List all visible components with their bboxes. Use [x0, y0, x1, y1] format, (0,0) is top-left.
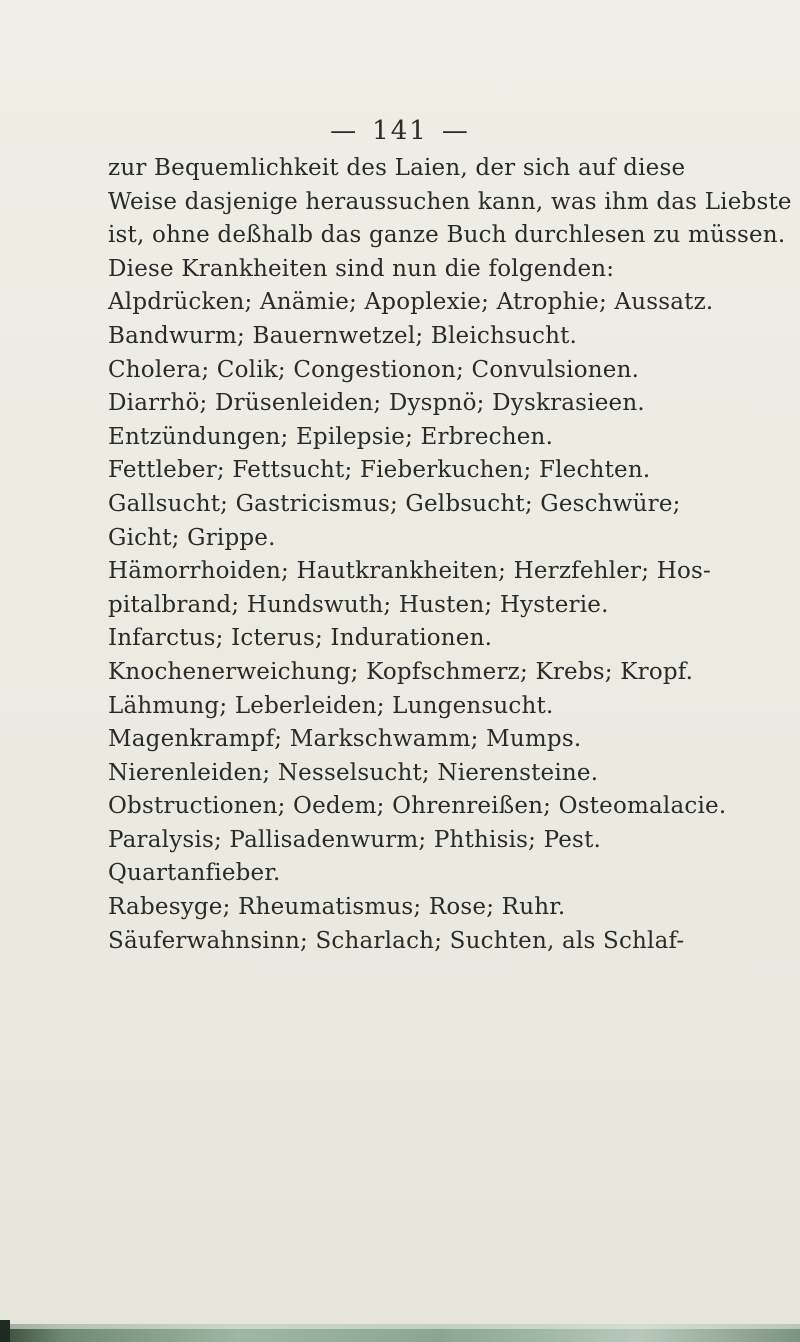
- text-line: Magenkrampf; Markschwamm; Mumps.: [108, 726, 582, 753]
- text-line: Nierenleiden; Nesselsucht; Nierensteine.: [108, 759, 599, 786]
- page-number: 141: [372, 116, 428, 146]
- text-line: pitalbrand; Hundswuth; Husten; Hysterie.: [108, 591, 609, 618]
- text-line: Infarctus; Icterus; Indurationen.: [108, 625, 493, 652]
- text-line: Fettleber; Fettsucht; Fieberkuchen; Flechten.: [108, 457, 651, 484]
- text-line: Entzündungen; Epilepsie; Erbrechen.: [108, 423, 554, 450]
- text-line: Weise dasjenige heraussuchen kann, was ihm das Liebste: [108, 188, 792, 215]
- text-line: Lähmung; Leberleiden; Lungensucht.: [108, 692, 554, 719]
- text-line: Gicht; Grippe.: [108, 524, 276, 551]
- text-line: Diarrhö; Drüsenleiden; Dyspnö; Dyskrasieen.: [108, 390, 645, 417]
- text-line: Gallsucht; Gastricismus; Gelbsucht; Geschwüre;: [108, 490, 681, 517]
- text-line: Paralysis; Pallisadenwurm; Phthisis; Pest.: [108, 826, 602, 853]
- body-text: [108, 152, 792, 958]
- text-line: ist, ohne deßhalb das ganze Buch durchlesen zu müssen.: [108, 222, 786, 249]
- header-dash-left: —: [330, 116, 359, 146]
- text-line: Quartanfieber.: [108, 860, 281, 887]
- text-line: Obstructionen; Oedem; Ohrenreißen; Osteomalacie.: [108, 793, 727, 820]
- text-line: Säuferwahnsinn; Scharlach; Suchten, als Schlaf-: [108, 927, 685, 954]
- header-dash-right: —: [441, 116, 470, 146]
- page-header: [0, 116, 800, 146]
- text-line: Cholera; Colik; Congestionon; Convulsionen.: [108, 356, 640, 383]
- text-line: Hämorrhoiden; Hautkrankheiten; Herzfehler; Hos-: [108, 558, 711, 585]
- text-line: Knochenerweichung; Kopfschmerz; Krebs; Kropf.: [108, 658, 694, 685]
- text-line: Diese Krankheiten sind nun die folgenden:: [108, 255, 615, 282]
- text-line: Bandwurm; Bauernwetzel; Bleichsucht.: [108, 322, 578, 349]
- page-corner-shadow: [0, 1320, 10, 1342]
- text-line: Rabesyge; Rheumatismus; Rose; Ruhr.: [108, 894, 566, 921]
- page-bottom-edge: [0, 1324, 800, 1342]
- text-line: Alpdrücken; Anämie; Apoplexie; Atrophie; Aussatz.: [108, 289, 714, 316]
- text-line: zur Bequemlichkeit des Laien, der sich auf diese: [108, 155, 686, 181]
